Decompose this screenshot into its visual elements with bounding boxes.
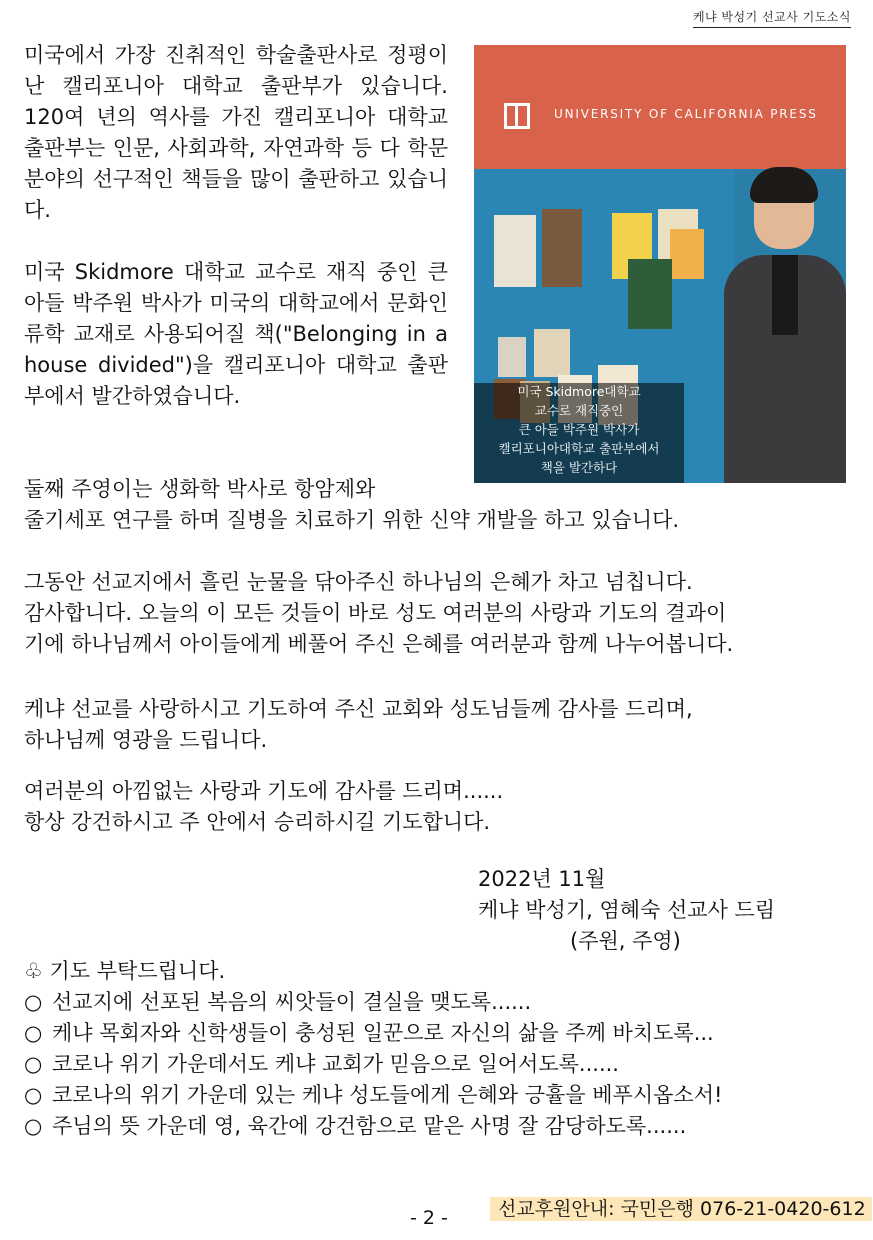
paragraph-grace-b: 감사합니다. 오늘의 이 모든 것들이 바로 성도 여러분의 사랑과 기도의 결과이: [24, 601, 727, 625]
paragraph-thanks-a: 케냐 선교를 사랑하시고 기도하여 주신 교회와 성도님들께 감사를 드리며,: [24, 697, 693, 721]
held-book: [628, 259, 672, 329]
circle-bullet-icon: ○: [24, 1114, 43, 1138]
list-item: ○ 선교지에 선포된 복음의 씨앗들이 결실을 맺도록......: [24, 987, 722, 1018]
book-cover: [534, 329, 570, 377]
prayer-title: ♧ 기도 부탁드립니다.: [24, 959, 226, 983]
paragraph-thanks-b: 하나님께 영광을 드립니다.: [24, 728, 268, 752]
paragraph-grace-a: 그동안 선교지에서 흘린 눈물을 닦아주신 하나님의 은혜가 차고 넘칩니다.: [24, 570, 693, 594]
signature-name: 케냐 박성기, 염혜숙 선교사 드림: [478, 898, 776, 922]
paragraph-son-book: 미국 Skidmore 대학교 교수로 재직 중인 큰 아들 박주원 박사가 미국의 대학교에서 문화인류학 교재로 사용되어질 책("Belonging in a house divided")을 캘리포니아 대학교 출판부에서 발간하였습니다.: [24, 260, 448, 408]
circle-bullet-icon: ○: [24, 1083, 43, 1107]
book-launch-photo: [474, 45, 846, 483]
circle-bullet-icon: ○: [24, 1021, 43, 1045]
list-item: ○ 코로나의 위기 가운데 있는 케냐 성도들에게 은혜와 긍휼을 베푸시옵소서!: [24, 1080, 722, 1111]
paragraph-grace-c: 기에 하나님께서 아이들에게 베풀어 주신 은혜를 여러분과 함께 나누어봅니다.: [24, 632, 734, 656]
hair: [750, 167, 818, 203]
paragraph-closing-a: 여러분의 아낌없는 사랑과 기도에 감사를 드리며......: [24, 779, 504, 803]
photo-caption: 미국 Skidmore대학교 교수로 재직중인 큰 아들 박주원 박사가 캘리포니아대학교 출판부에서 책을 발간하다: [498, 384, 660, 475]
page-number: - 2 -: [410, 1207, 448, 1229]
bank-info: 선교후원안내: 국민은행 076-21-0420-612: [490, 1197, 872, 1221]
page-header: 케냐 박성기 선교사 기도소식: [693, 8, 851, 28]
caption-box: [474, 383, 684, 483]
prayer-list: [24, 956, 722, 1142]
paragraph-press-intro: 미국에서 가장 진취적인 학술출판사로 정평이 난 캘리포니아 대학교 출판부가 있습니다. 120여 년의 역사를 가진 캘리포니아 대학교 출판부는 인문, 사회과학, 자연과학 등 다 학문 분야의 선구적인 책들을 많이 출판하고 있습니다.: [24, 43, 448, 222]
book-cover: [498, 337, 526, 377]
circle-bullet-icon: ○: [24, 1052, 43, 1076]
paragraph-second-son-b: 줄기세포 연구를 하며 질병을 치료하기 위한 신약 개발을 하고 있습니다.: [24, 508, 680, 532]
press-name: UNIVERSITY OF CALIFORNIA PRESS: [554, 107, 818, 121]
paragraph-second-son-a: 둘째 주영이는 생화학 박사로 항암제와: [24, 477, 376, 501]
club-icon: ♧: [24, 959, 43, 983]
list-item: ○ 주님의 뜻 가운데 영, 육간에 강건함으로 맡은 사명 잘 감당하도록......: [24, 1111, 722, 1142]
signature-date: 2022년 11월: [478, 867, 606, 891]
circle-bullet-icon: ○: [24, 990, 43, 1014]
paragraph-closing-b: 항상 강건하시고 주 안에서 승리하시길 기도합니다.: [24, 810, 491, 834]
author-figure: [724, 155, 846, 483]
bank-account: 076-21-0420-612: [700, 1198, 866, 1220]
book-cover: [494, 215, 536, 287]
signature-children: (주원, 주영): [570, 929, 681, 953]
book-cover: [542, 209, 582, 287]
shirt: [772, 255, 798, 335]
list-item: ○ 코로나 위기 가운데서도 케냐 교회가 믿음으로 일어서도록......: [24, 1049, 722, 1080]
press-logo-icon: [504, 103, 530, 129]
book-cover: [670, 229, 704, 279]
list-item: ○ 케냐 목회자와 신학생들이 충성된 일꾼으로 자신의 삶을 주께 바치도록...: [24, 1018, 722, 1049]
